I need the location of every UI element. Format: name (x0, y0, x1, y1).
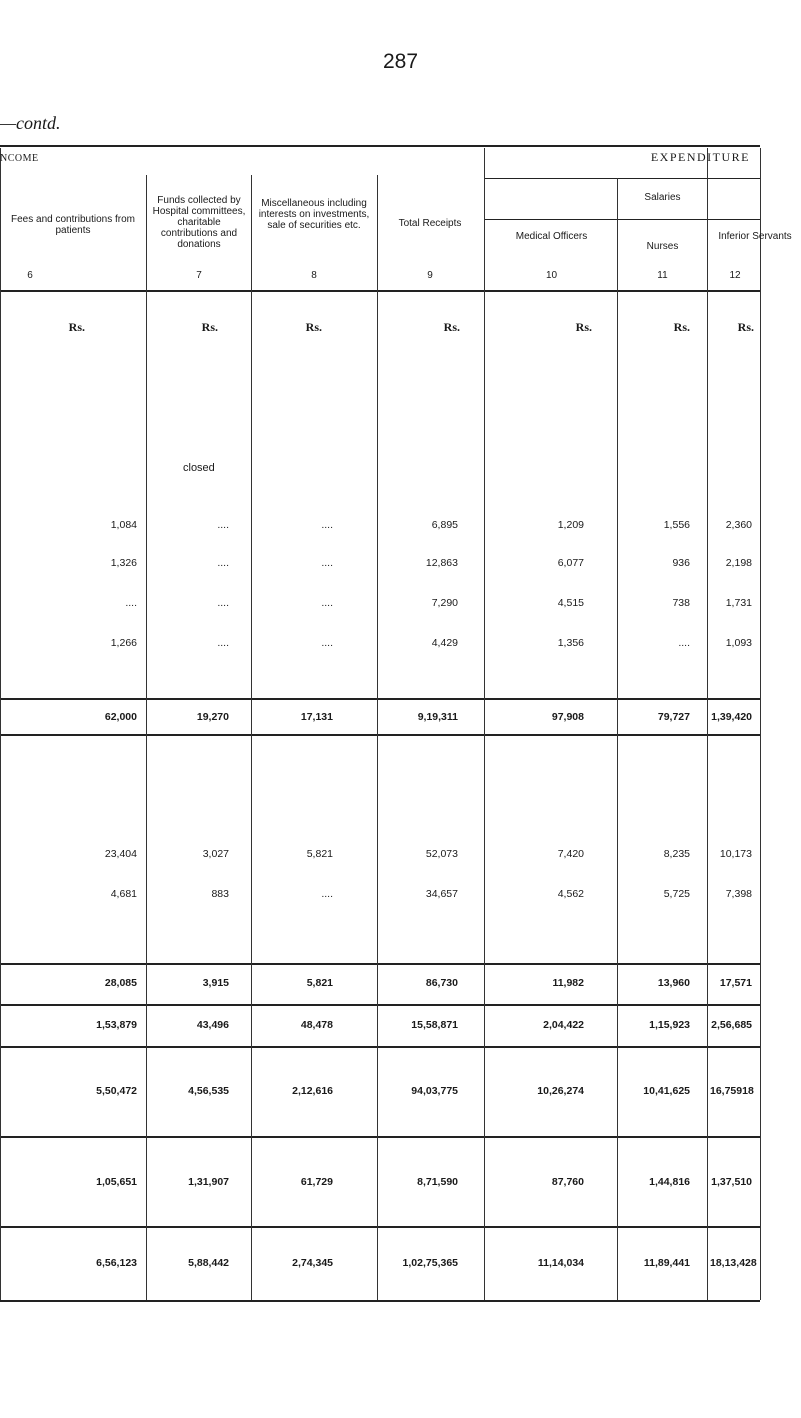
table-cell: 17,131 (300, 711, 333, 723)
column-header-9: Total Receipts (398, 218, 462, 229)
table-cell: .... (321, 637, 333, 649)
income-header: NCOME (0, 153, 39, 164)
table-cell: 19,270 (196, 711, 229, 723)
table-cell: .... (321, 888, 333, 900)
table-cell: 8,71,590 (417, 1176, 458, 1188)
unit-cell: Rs. (443, 320, 460, 334)
table-cell: 94,03,775 (411, 1085, 458, 1097)
table-cell: .... (125, 597, 137, 609)
table-cell: 1,39,420 (711, 711, 752, 723)
table-cell: 5,821 (306, 848, 333, 860)
column-number-9: 9 (427, 270, 433, 281)
table-cell: 79,727 (657, 711, 690, 723)
column-header-7: Funds collected by Hospital committees, charitable contributions and donations (152, 195, 246, 250)
column-number-12: 12 (729, 270, 741, 281)
table-cell: 4,681 (110, 888, 137, 900)
table-cell: 1,556 (663, 519, 690, 531)
table-cell: .... (217, 597, 229, 609)
table-cell: 3,915 (202, 977, 229, 989)
column-number-7: 7 (196, 270, 202, 281)
table-cell: 1,266 (110, 637, 137, 649)
table-cell: 4,562 (557, 888, 584, 900)
table-cell: .... (321, 519, 333, 531)
table-cell: 5,821 (306, 977, 333, 989)
table-cell: 7,420 (557, 848, 584, 860)
table-cell: .... (217, 637, 229, 649)
table-cell: 1,15,923 (649, 1019, 690, 1031)
table-cell: 1,209 (557, 519, 584, 531)
table-cell: 34,657 (425, 888, 458, 900)
unit-cell: Rs. (305, 320, 322, 334)
column-number-11: 11 (657, 270, 668, 281)
closed-note: closed (183, 462, 215, 474)
table-cell: 3,027 (202, 848, 229, 860)
table-cell: 87,760 (551, 1176, 584, 1188)
column-header-8: Miscellaneous including interests on investments, sale of securities etc. (258, 198, 370, 231)
table-cell: .... (678, 637, 690, 649)
table-cell: .... (217, 557, 229, 569)
table-cell: 10,26,274 (537, 1085, 584, 1097)
page-number: 287 (382, 50, 419, 73)
table-cell: 13,960 (657, 977, 690, 989)
unit-cell: Rs. (575, 320, 592, 334)
table-cell: 883 (211, 888, 229, 900)
table-cell: 2,198 (725, 557, 752, 569)
unit-cell: Rs. (201, 320, 218, 334)
table-cell: 2,74,345 (292, 1257, 333, 1269)
table-cell: 43,496 (196, 1019, 229, 1031)
table-cell: 10,41,625 (643, 1085, 690, 1097)
table-cell: 11,982 (552, 977, 584, 989)
table-cell: 8,235 (663, 848, 690, 860)
table-cell: 4,515 (557, 597, 584, 609)
unit-cell: Rs. (68, 320, 85, 334)
table-cell: 62,000 (104, 711, 137, 723)
expenditure-header: EXPENDITURE (650, 150, 750, 164)
column-header-12: Inferior Servants (718, 231, 792, 242)
table-cell: 1,31,907 (188, 1176, 229, 1188)
table-cell: 48,478 (300, 1019, 333, 1031)
table-cell: 7,290 (431, 597, 458, 609)
table-cell: 11,89,441 (643, 1257, 690, 1269)
table-cell: 1,731 (725, 597, 752, 609)
table-cell: 9,19,311 (417, 711, 458, 723)
table-cell: 52,073 (425, 848, 458, 860)
table-cell: 11,14,034 (537, 1257, 584, 1269)
table-cell: 2,04,422 (543, 1019, 584, 1031)
table-cell: 86,730 (425, 977, 458, 989)
table-cell: 5,50,472 (96, 1085, 137, 1097)
table-cell: 1,53,879 (96, 1019, 137, 1031)
table-cell: 1,05,651 (96, 1176, 137, 1188)
column-number-8: 8 (311, 270, 317, 281)
column-number-10: 10 (545, 270, 558, 281)
table-cell: 18,13,428 (710, 1257, 757, 1269)
column-header-10: Medical Officers (515, 231, 588, 242)
table-cell: 2,12,616 (292, 1085, 333, 1097)
table-cell: 1,356 (557, 637, 584, 649)
table-cell: 15,58,871 (411, 1019, 458, 1031)
table-cell: .... (217, 519, 229, 531)
table-cell: 1,084 (110, 519, 137, 531)
table-cell: 61,729 (300, 1176, 333, 1188)
table-cell: 10,173 (719, 848, 752, 860)
table-cell: 1,37,510 (711, 1176, 752, 1188)
column-number-6: 6 (27, 270, 33, 281)
column-header-11: Nurses (646, 241, 679, 252)
table-cell: 2,360 (725, 519, 752, 531)
table-cell: 97,908 (551, 711, 584, 723)
table-cell: 7,398 (725, 888, 752, 900)
table-cell: .... (321, 557, 333, 569)
table-cell: 1,44,816 (649, 1176, 690, 1188)
table-cell: 6,895 (431, 519, 458, 531)
column-header-6: Fees and contributions from patients (11, 214, 135, 236)
table-cell: 5,725 (663, 888, 690, 900)
table-cell: 2,56,685 (711, 1019, 752, 1031)
table-cell: 28,085 (104, 977, 137, 989)
table-cell: 4,56,535 (188, 1085, 229, 1097)
table-cell: 23,404 (104, 848, 137, 860)
table-cell: 5,88,442 (188, 1257, 229, 1269)
table-cell: 6,56,123 (96, 1257, 137, 1269)
table-cell: 16,75918 (710, 1085, 754, 1097)
table-cell: 17,571 (719, 977, 752, 989)
table-cell: 6,077 (557, 557, 584, 569)
table-cell: 738 (672, 597, 690, 609)
table-cell: .... (321, 597, 333, 609)
continued-label: —contd. (0, 113, 61, 133)
table-cell: 4,429 (431, 637, 458, 649)
table-cell: 1,326 (110, 557, 137, 569)
table-cell: 12,863 (425, 557, 458, 569)
table-cell: 1,02,75,365 (402, 1257, 458, 1269)
unit-cell: Rs. (673, 320, 690, 334)
table-cell: 1,093 (725, 637, 752, 649)
table-cell: 936 (672, 557, 690, 569)
salaries-header: Salaries (644, 192, 681, 203)
unit-cell: Rs. (737, 320, 754, 334)
